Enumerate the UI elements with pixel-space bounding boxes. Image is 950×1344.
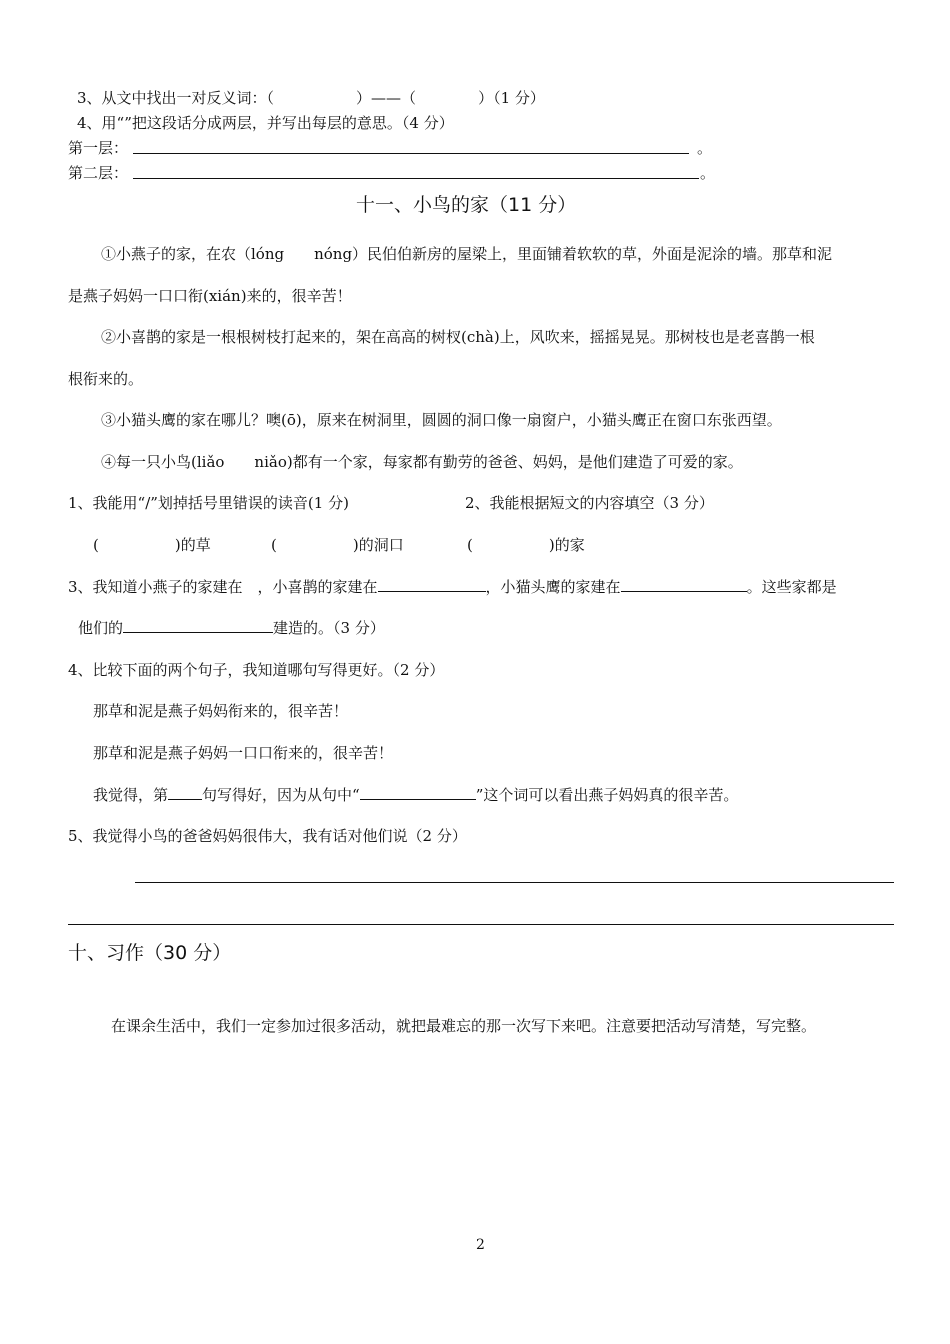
section-10-title: 十、习作（30 分） bbox=[68, 942, 232, 964]
layer2-answer-line[interactable] bbox=[133, 178, 699, 179]
question-antonyms: 3、从文中找出一对反义词：（ ）——（ ）（1 分） bbox=[77, 89, 545, 107]
question-2: 2、我能根据短文的内容填空（3 分） bbox=[465, 494, 714, 512]
passage-paragraph-4: ④每一只小鸟(liǎo niǎo)都有一个家，每家都有勤劳的爸爸、妈妈，是他们建造了可爱的家。 bbox=[101, 453, 743, 471]
passage-paragraph-1-line-1: ①小燕子的家，在农（lóng nóng）民伯伯新房的屋梁上，里面铺着软软的草，外面是泥涂的墙。那草和泥 bbox=[101, 245, 833, 263]
sentence-1: 那草和泥是燕子妈妈衔来的，很辛苦！ bbox=[93, 702, 349, 720]
owl-home-blank[interactable] bbox=[621, 577, 747, 592]
layer1-answer-line[interactable] bbox=[133, 153, 689, 154]
fill-blank-grass: ( )的草 bbox=[93, 536, 211, 554]
passage-paragraph-2-line-1: ②小喜鹊的家是一根根树枝打起来的，架在高高的树杈(chà)上，风吹来，摇摇晃晃。那树枝也是老喜鹊一根 bbox=[101, 328, 815, 346]
fill-blank-hole: ( )的洞口 bbox=[271, 536, 404, 554]
passage-paragraph-1-line-2: 是燕子妈妈一口口衔(xián)来的，很辛苦！ bbox=[68, 287, 352, 305]
question-5-answer-line[interactable] bbox=[135, 882, 894, 883]
layer2-label: 第二层： bbox=[68, 164, 129, 182]
question-4: 4、比较下面的两个句子，我知道哪句写得更好。（2 分） bbox=[68, 661, 445, 679]
sentence-number-blank[interactable] bbox=[168, 785, 202, 800]
passage-paragraph-3: ③小猫头鹰的家在哪儿？噢(ō)，原来在树洞里，圆圆的洞口像一扇窗户，小猫头鹰正在窗口东张西望。 bbox=[101, 411, 782, 429]
question-layers: 4、用“”把这段话分成两层，并写出每层的意思。（4 分） bbox=[77, 114, 454, 132]
question-3-line-2: 他们的 建造的。（3 分） bbox=[78, 619, 385, 637]
page-number: 2 bbox=[476, 1237, 485, 1253]
layer2-period: 。 bbox=[700, 164, 716, 182]
builders-blank[interactable] bbox=[123, 618, 273, 633]
fill-blank-home: ( )的家 bbox=[467, 536, 585, 554]
judgement-line: 我觉得，第 句写得好，因为从句中“ ”这个词可以看出燕子妈妈真的很辛苦。 bbox=[93, 786, 739, 804]
magpie-home-blank[interactable] bbox=[378, 577, 486, 592]
layer1-label: 第一层： bbox=[68, 139, 129, 157]
section-11-title: 十一、小鸟的家（11 分） bbox=[356, 194, 577, 216]
question-5: 5、我觉得小鸟的爸爸妈妈很伟大，我有话对他们说（2 分） bbox=[68, 827, 467, 845]
section-divider bbox=[68, 924, 894, 925]
layer1-period: 。 bbox=[697, 139, 713, 157]
key-word-blank[interactable] bbox=[360, 785, 476, 800]
question-1: 1、我能用“/”划掉括号里错误的读音(1 分) bbox=[68, 494, 349, 512]
question-3-line-1: 3、我知道小燕子的家建在 ，小喜鹊的家建在 ，小猫头鹰的家建在 。这些家都是 bbox=[68, 578, 837, 596]
sentence-2: 那草和泥是燕子妈妈一口口衔来的，很辛苦！ bbox=[93, 744, 394, 762]
writing-prompt: 在课余生活中，我们一定参加过很多活动，就把最难忘的那一次写下来吧。注意要把活动写清楚，写完整。 bbox=[111, 1017, 817, 1035]
passage-paragraph-2-line-2: 根衔来的。 bbox=[68, 370, 144, 388]
